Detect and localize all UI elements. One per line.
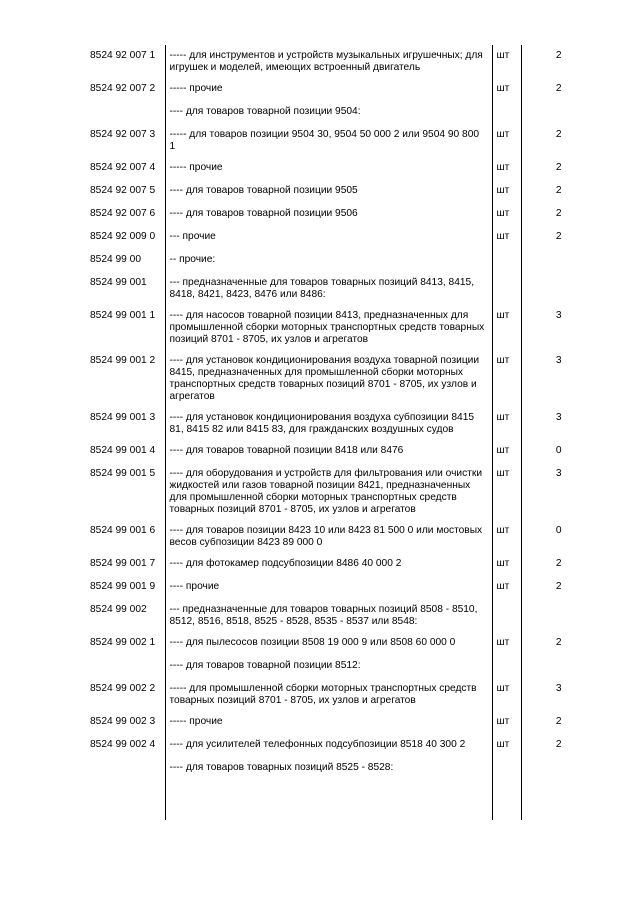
row-rate [521,249,596,272]
row-unit: шт [492,157,521,180]
row-code: 8524 99 001 5 [90,468,156,479]
table-row [86,249,596,272]
row-rate [521,655,596,678]
row-description: ---- для товаров товарной позиции 8512: [165,655,492,678]
row-description: ---- для товаров товарной позиции 8418 или 8476 [165,440,492,463]
row-unit: шт [492,734,521,757]
row-code: 8524 99 002 [90,604,147,615]
row-rate: 2 [521,226,596,249]
row-description: ---- для оборудования и устройств для фильтрования или очистки жидкостей или газов товарной позиции 8421, предназначенных для промышленной сборки моторных транспортных средств товарных позиций 8701 - 8705, их узлов и агрегатов [165,463,492,520]
row-unit: шт [492,553,521,576]
table-row [86,757,596,780]
row-code [86,655,165,678]
empty-cell [165,780,492,820]
row-rate: 2 [521,553,596,576]
row-rate: 3 [521,407,596,440]
row-description: ---- для пылесосов позиции 8508 19 000 9 или 8508 60 000 0 [165,632,492,655]
table-row [86,553,596,576]
row-code: 8524 99 001 6 [90,525,156,536]
row-code: 8524 92 007 1 [90,50,156,61]
row-description: ----- прочие [165,157,492,180]
row-description: -- прочие: [165,249,492,272]
row-unit [492,599,521,632]
row-code: 8524 92 007 5 [90,185,156,196]
row-description: --- прочие [165,226,492,249]
table-row [86,678,596,711]
row-unit: шт [492,520,521,553]
row-code: 8524 92 007 6 [90,208,156,219]
row-unit: шт [492,350,521,407]
row-description: ---- для товаров товарной позиции 9505 [165,180,492,203]
tariff-table-body [86,45,596,820]
table-row [86,124,596,157]
row-rate: 2 [521,78,596,101]
table-row [86,350,596,407]
row-code: 8524 99 002 4 [90,739,156,750]
row-rate: 2 [521,157,596,180]
row-description: --- предназначенные для товаров товарных позиций 8413, 8415, 8418, 8421, 8423, 8476 или 8486: [165,272,492,305]
row-rate [521,599,596,632]
row-rate: 2 [521,124,596,157]
row-unit: шт [492,78,521,101]
row-description: ---- для установок кондиционирования воздуха товарной позиции 8415, предназначенных для промышленной сборки моторных транспортных средств товарных позиций 8701 - 8705, их узлов и агрегатов [165,350,492,407]
row-unit: шт [492,678,521,711]
row-rate: 2 [521,45,596,78]
tariff-table [86,45,596,820]
row-description: ---- для фотокамер подсубпозиции 8486 40 000 2 [165,553,492,576]
row-rate [521,101,596,124]
table-row [86,576,596,599]
row-code: 8524 92 009 0 [90,231,156,242]
table-row [86,463,596,520]
row-code: 8524 99 001 1 [90,310,156,321]
empty-cell [86,780,165,820]
table-row [86,180,596,203]
empty-cell [521,780,596,820]
row-unit [492,249,521,272]
table-row [86,655,596,678]
row-rate: 2 [521,203,596,226]
row-description: ---- для товаров товарных позиций 8525 - 8528: [165,757,492,780]
table-row [86,711,596,734]
row-unit [492,757,521,780]
row-description: ---- для товаров товарной позиции 9504: [165,101,492,124]
table-continuation [86,780,596,820]
row-unit: шт [492,124,521,157]
table-row [86,226,596,249]
table-row [86,734,596,757]
table-row [86,632,596,655]
table-row [86,599,596,632]
row-unit: шт [492,226,521,249]
row-unit: шт [492,407,521,440]
row-unit [492,272,521,305]
row-code: 8524 99 002 3 [90,716,156,727]
row-description: ----- прочие [165,78,492,101]
row-description: --- предназначенные для товаров товарных позиций 8508 - 8510, 8512, 8516, 8518, 8525 - 8528, 8535 - 8537 или 8548: [165,599,492,632]
row-unit: шт [492,632,521,655]
row-rate: 2 [521,734,596,757]
row-unit: шт [492,576,521,599]
row-unit: шт [492,45,521,78]
empty-cell [492,780,521,820]
row-unit: шт [492,180,521,203]
table-row [86,101,596,124]
row-description: ---- для товаров позиции 8423 10 или 8423 81 500 0 или мостовых весов субпозиции 8423 89 000 0 [165,520,492,553]
row-code [86,757,165,780]
row-rate [521,272,596,305]
row-code: 8524 99 001 7 [90,558,156,569]
row-unit: шт [492,711,521,734]
row-rate: 0 [521,440,596,463]
table-row [86,203,596,226]
row-rate: 2 [521,180,596,203]
row-description: ----- прочие [165,711,492,734]
table-row [86,440,596,463]
row-code: 8524 99 001 3 [90,412,156,423]
row-code: 8524 99 001 2 [90,355,156,366]
row-rate: 3 [521,305,596,350]
row-code: 8524 99 002 1 [90,637,156,648]
row-rate: 3 [521,463,596,520]
row-rate: 0 [521,520,596,553]
row-code: 8524 99 001 9 [90,581,156,592]
row-description: ----- для товаров позиции 9504 30, 9504 50 000 2 или 9504 90 800 1 [165,124,492,157]
table-row [86,45,596,78]
row-rate: 2 [521,711,596,734]
row-unit [492,655,521,678]
row-description: ---- для насосов товарной позиции 8413, предназначенных для промышленной сборки моторных транспортных средств товарных позиций 8701 - 8705, их узлов и агрегатов [165,305,492,350]
table-row [86,78,596,101]
row-code: 8524 99 00 [90,254,141,265]
table-row [86,157,596,180]
row-rate: 3 [521,350,596,407]
row-code: 8524 99 002 2 [90,683,156,694]
row-unit: шт [492,305,521,350]
row-rate [521,757,596,780]
row-description: ---- прочие [165,576,492,599]
row-description: ---- для установок кондиционирования воздуха субпозиции 8415 81, 8415 82 или 8415 83, для гражданских воздушных судов [165,407,492,440]
table-row [86,305,596,350]
row-description: ---- для усилителей телефонных подсубпозиции 8518 40 300 2 [165,734,492,757]
row-unit: шт [492,203,521,226]
row-description: ----- для промышленной сборки моторных транспортных средств товарных позиций 8701 - 8705, их узлов и агрегатов [165,678,492,711]
row-unit [492,101,521,124]
row-code: 8524 92 007 2 [90,83,156,94]
row-code: 8524 99 001 4 [90,445,156,456]
row-description: ----- для инструментов и устройств музыкальных игрушечных; для игрушек и моделей, имеющих встроенный двигатель [165,45,492,78]
row-code: 8524 92 007 3 [90,129,156,140]
row-code [86,101,165,124]
row-description: ---- для товаров товарной позиции 9506 [165,203,492,226]
row-code: 8524 92 007 4 [90,162,156,173]
row-code: 8524 99 001 [90,277,147,288]
table-row [86,272,596,305]
row-rate: 2 [521,632,596,655]
row-rate: 3 [521,678,596,711]
row-unit: шт [492,463,521,520]
row-rate: 2 [521,576,596,599]
table-row [86,407,596,440]
table-row [86,520,596,553]
row-unit: шт [492,440,521,463]
